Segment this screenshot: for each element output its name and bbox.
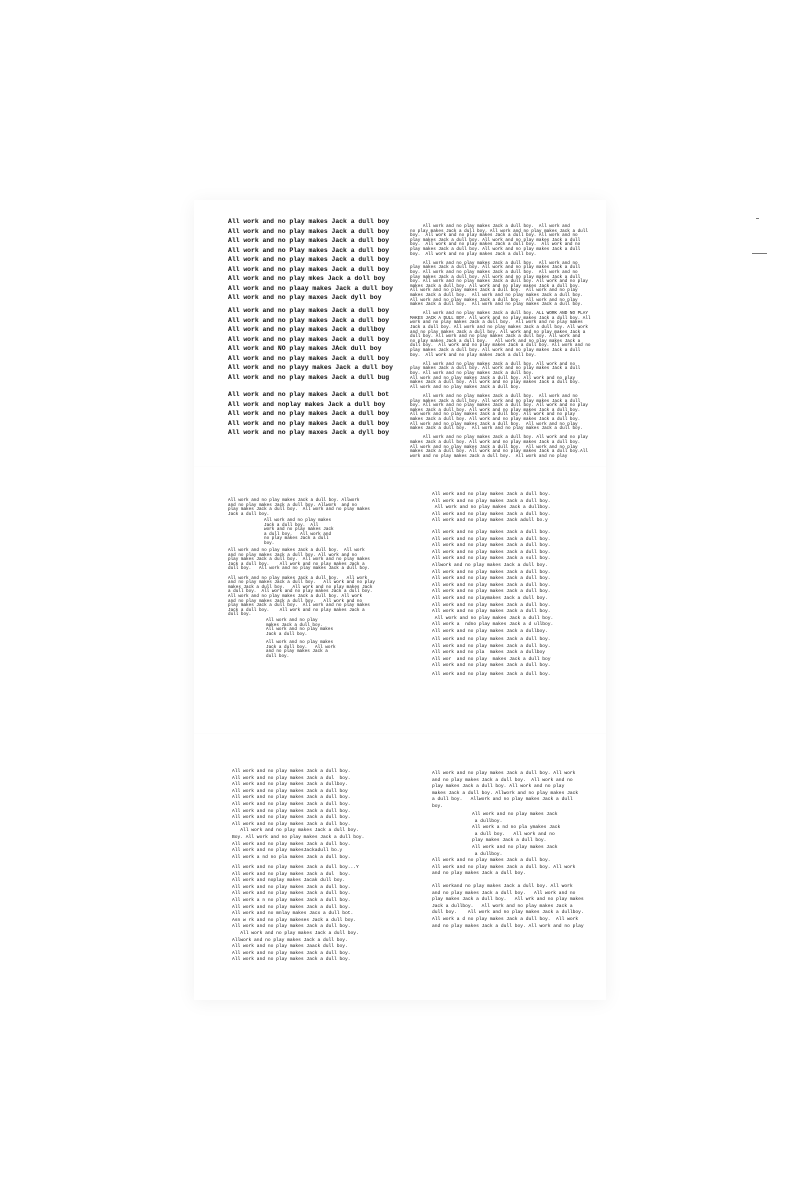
text-block: All work and no play makes Jack a dull boy All work and no play makes Jack a dull boy All work and no play makes Jack a dull boy All work and no Play makes Jack a dull boy All work and no play makes Jack a dull boy All work and no play makes Jack a dull boy All work and no play mkes Jack a doll boy All work and no plaay makes Jack a dull boy All work and no play maxes Jack dyll boy: [228, 218, 393, 301]
text-block: All work and no play makes Jack a dull boy. All work and no play makes Jack a dull boy. All work and no play makes Jack a dull boy. All work and no play makes Jack a dull boy. All work and no play makes Jack a dull boy. All work and no play makes Jack a dull boy. All work and no play makes Jack a dull boy. All work and no play makes Jack a dull boy. All work and no play makes Jack a dull boy. All work and no play makes Jack a dull boy. All work and no play makes Jack a dull boy. All work and no play makes Jack a dull boy. All work and no play makes Jack a dull boy. All work and no play makes Jack a dull boy. All work and no play makes Jack a dull boy. All work and no play makes Jack a dull boy.: [228, 548, 375, 618]
text-block: All work and no play makes Jack a dull boy. All work and no play makes Jack a dull boy. All work and no play makes Jack a dull boy.: [432, 858, 576, 877]
text-block: All work and no play makes Jack a dull boy. All work and no play makes Jack a dull boy.: [266, 618, 334, 637]
manuscript-page-4: [400, 467, 606, 733]
manuscript-spread: [194, 200, 606, 1000]
text-block: All work and no play makes Jack a dull boy. All work and no play makes Jack a dull boy.: [266, 640, 336, 659]
text-block: All work and no play makes Jack a dull boy. Allwork and no play makes Jack a dull boy. Allwork and no play makes Jack a dull boy. All work and no play makes Jack a dull boy.: [228, 498, 370, 517]
text-block: All work and no play makes Jack a dull boy. All work and no play makes Jack a dull boy. All work and no pla makes Jack a dullboy All wor and no play makes Jack a dull boy All work and no play makes Jack a dull boy.: [432, 637, 551, 669]
stray-mark: [756, 218, 759, 219]
text-block: All work and no play makes Jack a dull boy. All work and no play makes Jack a dull boy. All work and no play makes Jack a dull boy. All work and no play makes Jack a dull boy. All work and no play makes Jack a sull boy. Allwork and no play makes Jack a dull boy. All work and no play makes Jack a dull boy. All work and no play makes Jack a dull boy. All work and no play makes Jack a dull boy. All work and no play makes Jack a dull boy. All work and no playmakes Jack a dull boy. All work and no play makes Jack a dull boy. All work and no play makes Jack a dull boy. All work and no play makes Jack a dull boy. All work a ndno play makes Jack a d ullboy. All work and no play makes Jack a dullboy.: [432, 530, 554, 634]
manuscript-page-2: [400, 200, 606, 466]
text-block: All work and no play makes Jack a dull bot All work and noplay makes Jack a dull boy All work and no play makes Jack a dull boy All work and no play makes Jack a dull boy All work and no play maxes Jack a dyll boy: [228, 391, 390, 436]
manuscript-page-1: [194, 200, 400, 466]
text-block: All work and no play makes Jack a dull boy.: [432, 672, 551, 677]
text-block: All work and no play makes Jack a dull boy. All work and no play makes Jack a dull boy. All work and no play makes Jack a dull boy. All work and no play makes Jack a dull boy. Allwork and no play makes Jack a dull boy. Allwork and no play makes Jack a dull boy.: [432, 771, 579, 809]
manuscript-page-3: [194, 467, 400, 733]
text-block: All work and no play makes Jack a dullboy. All work a nd no pla ymakes Jack a dull boy. All work and no play makes Jack a dull boy. All work and no play makes Jack a dullboy.: [472, 812, 561, 857]
text-block: All work and no play makes Jack a dull boy. All work and no play makes Jack a dull boy. All work and no play makes Jack a dull boy.: [264, 518, 334, 546]
text-block: All work and no play makes Jack a dull boy...Y All work and no play makes Jack a dul boy. All work and noplay makes Jacak dull boy. All work and no play makes Jack a dull boy. All work and no play makes Jack a dull boy. All work a n no play makes Jack a dull boy. All work and no play makes Jack a dull boy. All work and no mnlay makes Jacx a dull bot. Asn w rk and no play makeses Jack a dull boy. All work and no play makes Jack a dull boy. All work and no play makes Jack a dull boy. Allwork and no play makes Jack a dull boy. All work and no play makes Jaack dull boy. All work and no play makes Jack a dull boy. All work and no play makes Jack a dull boy.: [232, 865, 359, 963]
text-block: All work and no play makes Jack a dull boy All work and no play makes Jack a dull boy All work and no play makes Jack a dullboy All work and no play makes Jack a dull boy All work and NO play makes JAck dull boy All work and no play makes Jack a dull boy All work and no playy makes Jack a dull boy All work and no play makes Jack a dull bug: [228, 307, 393, 381]
manuscript-page-6: [400, 734, 606, 1000]
stray-mark: [752, 253, 767, 254]
text-block: All work and no play makes Jack a dull boy. All work and no play makes Jack a dull boy. All work and no play makes Jack a dullboy. All work and no play makes Jack a dull boy. All work and no play makes Jack adull bo.y: [432, 492, 551, 524]
text-block: All work and no play makes Jack a dull boy. All work and no play makes Jack a dull boy. All work and no play makes Jack a dull boy. All work and no play makes Jack a dull boy. All work and no play makes Jack a dull boy. All work and no play makes Jack a dull boy. All work and no play makes Jack a dull boy. All work and no play makes Jack a dull boy. All work and no play makes Jack a dull boy. All work and no play makes Jack a dull boy. All work and no play makes Jack a dull boy. All work and no play makes Jack a dull boy. All work and no play makes Jack a dull boy. All work and no play makes Jack a dull boy. All work and no play makes Jack a dull boy. All work and no play makes Jack a dull boy. All work and no play makes Jack a dull boy. All work and no play makes Jack a dull boy. All work and no play makes Jack a dull boy. All work and no play makes Jack a dull boy. All work and no play makes Jack a dull boy. All work and no play makes Jack a dull boy. All work and no play makes Jack a dull boy. All work and no play makes Jack a dull boy. All work and no play makes Jack a dull boy. All work and no play makes Jack a dull boy. ALL WORK AND NO PLAY MAKES JACK A DULL BOY. All work and no play makes Jack a dull boy. All work and no play makes Jack a dull boy. All work and no play makes Jack a dull boy. All work and no play makes Jack a dull boy. All work and no play makes Jack a dull boy. All work and no play makes Jack a dull boy. All work and no play makes Jack a dull boy. All work and no play makes Jack a dull boy. All work and no play makes Jack a dull boy. All work and no play makes Jack a dull boy. All work and no play makes Jack a dull boy. All work and no play makes Jack a dull boy. All work and no play makes Jack a dull boy. All work and no play makes Jack a dull boy. All work and no play makes Jack a dull boy. All work and no play makes Jack a dull boy. All work and no play makes Jack a dull boy. All work and no play makes Jack a dull boy. All work and no play makes Jack a dull boy. All work and no play makes Jack a dull boy. All work and no play makes Jack a dull boy. All work and no play makes Jack a dull boy. All work and no play makes Jack a dull boy. All work and no play makes Jack a dull boy. All work and no play makes Jack a dull boy. All work and no play makes Jack a dull boy. All work and no play makes Jack a dull boy. All work and no play makes Jack a dull boy. All work and no play makes Jack a dull boy. All work and no play makes Jack a dull boy. All work and no play makes Jack a dull boy. All work and no play makes Jack a dull boy. All work and no play makes Jack a dull boy. All work and no play makes Jack a dull boy. All work and no play makes Jack a dull boy. All work and no play makes Jack a dull boy. All work and no play makes Jack a dull boy. All work and no play makes Jack a dull boy. All work and no play makes Jack a dull boy.All work and no play makes Jack a dull boy. All work and no play: [410, 224, 591, 459]
text-block: All work and no play makes Jack a dull boy. All work and no play makes Jack a dul boy. All work and no play makes Jack a dullboy. All work and no play makes Jack a dull boy All work and no play makes Jack a dull boy. All work and no play makes Jack a dull boy. All work and no play makes Jack a dull boy. All work and no play makes Jack a dull boy. All work and no play makes Jack a dull boy. All work and no play makes Jack a dull boy. Boy. All work and no play makes Jack a dull boy. All work and no play makes Jack a dull boy. All work and no play makesJackadull bo.y All work a nd no pla makes Jack a dull boy.: [232, 769, 365, 860]
text-block: All workand no play makes Jack a dull boy. All work and no play makes Jack a dull boy. All work and no play makes Jack a dull boy. All wrk and no play makes Jack a dullboy. All work and no play makes Jack a dull boy. All work and no play makes Jack a dullboy. All work a d no play makes Jack a dull boy. All work and no play makes Jack a dull boy. All work and no play: [432, 884, 584, 929]
manuscript-page-5: [194, 734, 400, 1000]
